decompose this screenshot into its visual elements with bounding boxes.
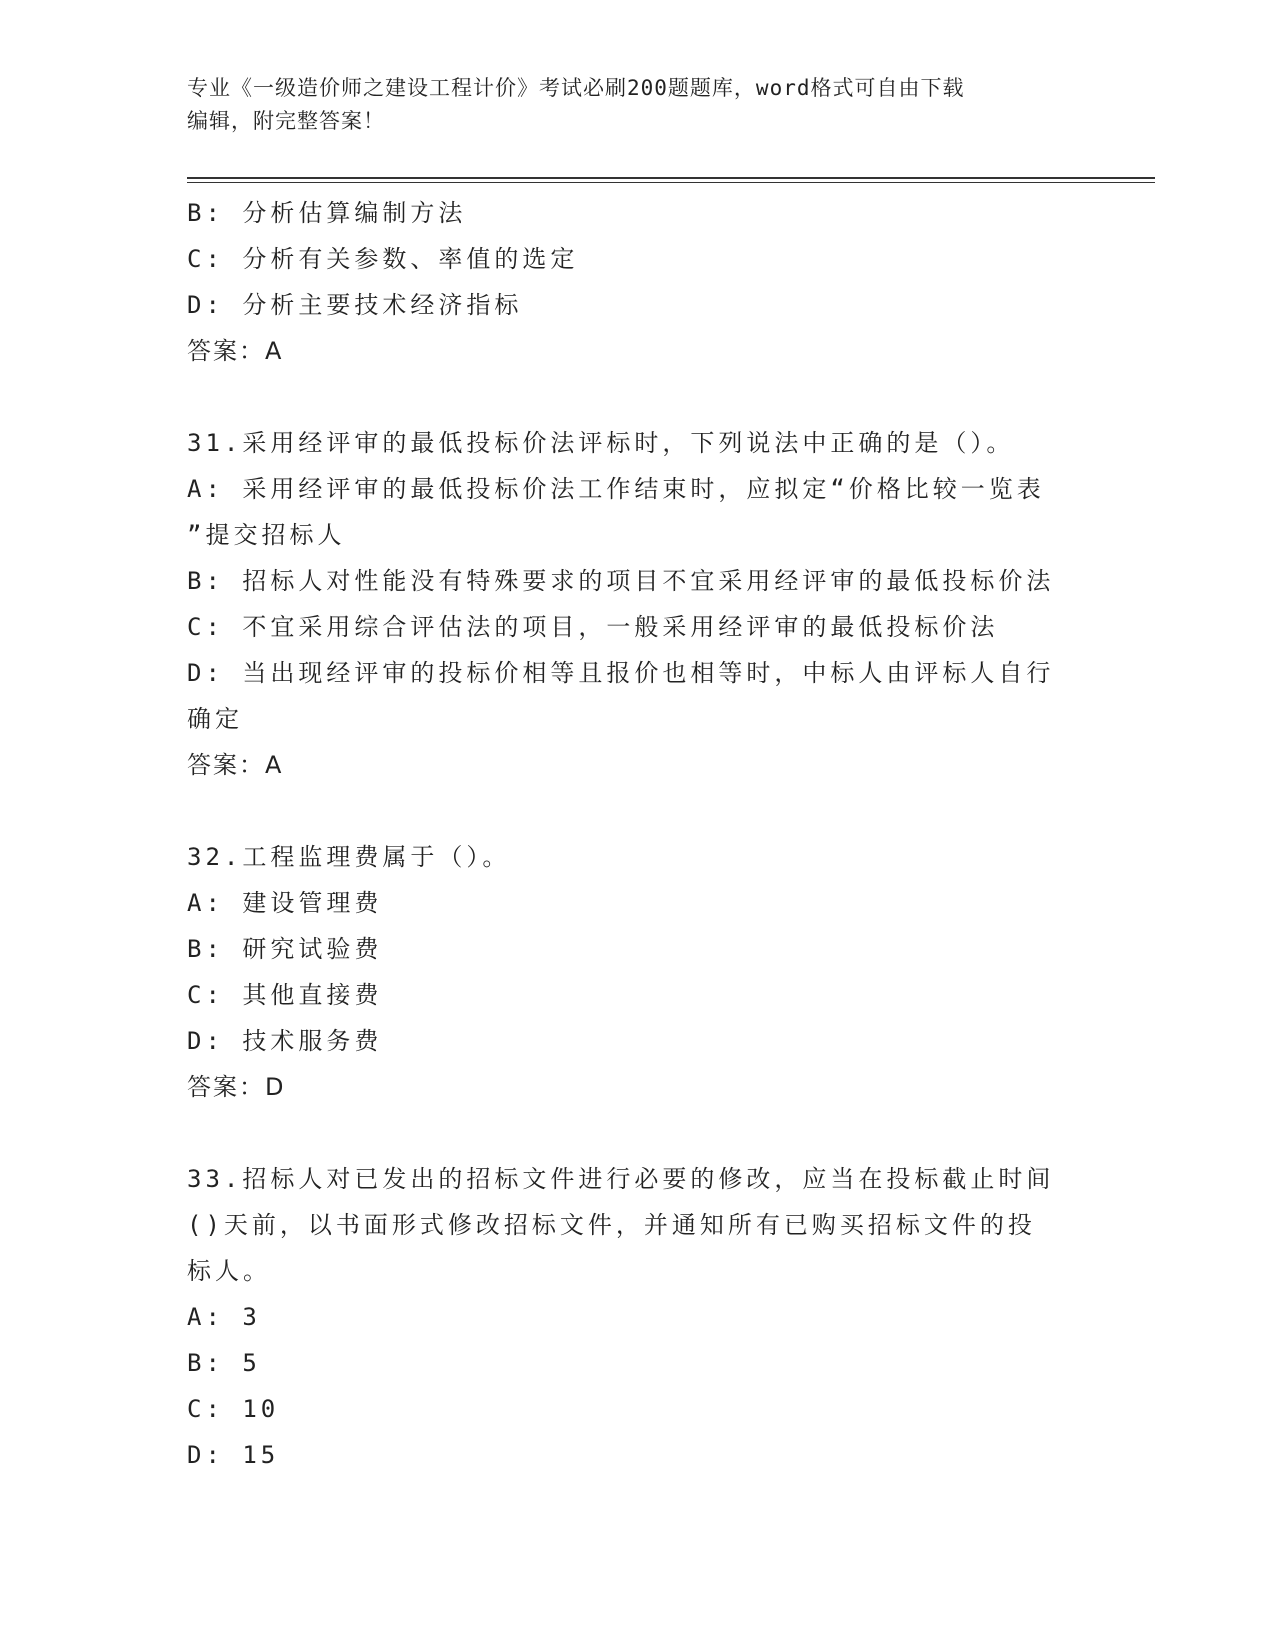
option-d: D: 15 xyxy=(187,1441,280,1469)
spacer xyxy=(187,1110,1087,1156)
option-a-continued: ”提交招标人 xyxy=(187,521,346,549)
header-divider-thick xyxy=(187,177,1155,179)
question-31 xyxy=(187,420,1087,788)
option-b: B: 5 xyxy=(187,1349,261,1377)
option-d-continued: 确定 xyxy=(187,705,243,733)
header-line-1: 专业《一级造价师之建设工程计价》考试必刷200题题库，word格式可自由下载 xyxy=(187,76,965,100)
question-33 xyxy=(187,1156,1087,1478)
option-b: B: 研究试验费 xyxy=(187,935,383,963)
option-a: A: 采用经评审的最低投标价法工作结束时，应拟定“价格比较一览表 xyxy=(187,475,1045,503)
option-a: A: 3 xyxy=(187,1303,261,1331)
option-c: C: 分析有关参数、率值的选定 xyxy=(187,245,579,273)
option-d: D: 当出现经评审的投标价相等且报价也相等时，中标人由评标人自行 xyxy=(187,659,1055,687)
option-b: B: 招标人对性能没有特殊要求的项目不宜采用经评审的最低投标价法 xyxy=(187,567,1055,595)
answer: 答案：A xyxy=(187,751,284,779)
answer: 答案：A xyxy=(187,337,284,365)
question-stem: 31.采用经评审的最低投标价法评标时，下列说法中正确的是（）。 xyxy=(187,429,1015,457)
option-a: A: 建设管理费 xyxy=(187,889,383,917)
option-c: C: 其他直接费 xyxy=(187,981,383,1009)
option-d: D: 技术服务费 xyxy=(187,1027,383,1055)
header-line-2: 编辑，附完整答案！ xyxy=(187,109,385,133)
document-header xyxy=(187,72,1087,138)
spacer xyxy=(187,374,1087,420)
question-32 xyxy=(187,834,1087,1110)
option-c: C: 10 xyxy=(187,1395,280,1423)
question-stem: 32.工程监理费属于（）。 xyxy=(187,843,511,871)
question-stem-continued: ()天前，以书面形式修改招标文件，并通知所有已购买招标文件的投 xyxy=(187,1211,1036,1239)
answer: 答案：D xyxy=(187,1073,286,1101)
document-body xyxy=(187,190,1087,1478)
header-divider-thin xyxy=(187,182,1155,183)
question-stem-continued: 标人。 xyxy=(187,1257,271,1285)
option-d: D: 分析主要技术经济指标 xyxy=(187,291,523,319)
question-30-tail xyxy=(187,190,1087,374)
option-c: C: 不宜采用综合评估法的项目，一般采用经评审的最低投标价法 xyxy=(187,613,999,641)
option-b: B: 分析估算编制方法 xyxy=(187,199,467,227)
spacer xyxy=(187,788,1087,834)
question-stem: 33.招标人对已发出的招标文件进行必要的修改，应当在投标截止时间 xyxy=(187,1165,1055,1193)
